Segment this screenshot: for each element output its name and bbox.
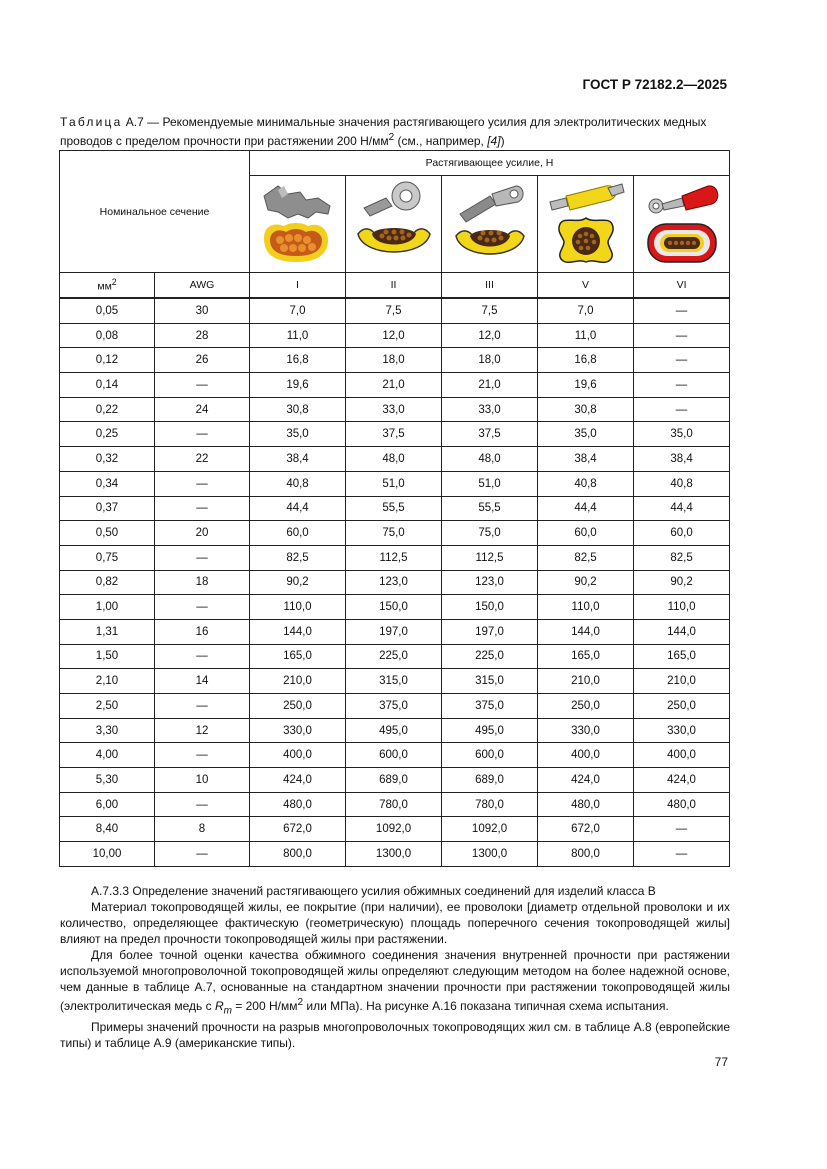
class-1-picture: [250, 176, 346, 273]
table-cell: —: [155, 595, 250, 620]
table-cell: 51,0: [346, 471, 442, 496]
column-class-6: VI: [634, 273, 730, 299]
table-cell: 38,4: [538, 447, 634, 472]
table-row: [60, 644, 730, 669]
table-cell: 210,0: [634, 669, 730, 694]
table-cell: 689,0: [346, 768, 442, 793]
table-cell: 11,0: [250, 323, 346, 348]
table-cell: 82,5: [634, 545, 730, 570]
table-cell: 123,0: [346, 570, 442, 595]
section-heading: А.7.3.3 Определение значений растягивающего усилия обжимных соединений для изделий класса В: [91, 884, 656, 898]
table-row: [60, 447, 730, 472]
table-cell: —: [155, 496, 250, 521]
table-cell: 51,0: [442, 471, 538, 496]
table-row: [60, 397, 730, 422]
table-cell: 600,0: [442, 743, 538, 768]
table-cell: —: [155, 644, 250, 669]
tensile-force-header: Растягивающее усилие, Н: [250, 151, 730, 176]
table-row: [60, 619, 730, 644]
table-cell: —: [155, 842, 250, 867]
table-cell: 0,82: [60, 570, 155, 595]
table-cell: 150,0: [442, 595, 538, 620]
table-cell: 495,0: [346, 718, 442, 743]
table-cell: 110,0: [634, 595, 730, 620]
table-cell: 75,0: [346, 521, 442, 546]
table-row: [60, 842, 730, 867]
table-cell: 21,0: [346, 373, 442, 398]
table-cell: 225,0: [346, 644, 442, 669]
table-cell: —: [155, 545, 250, 570]
table-cell: 55,5: [442, 496, 538, 521]
table-cell: 20: [155, 521, 250, 546]
column-class-2: II: [346, 273, 442, 299]
table-cell: 495,0: [442, 718, 538, 743]
table-cell: 197,0: [346, 619, 442, 644]
table-row: [60, 545, 730, 570]
table-cell: 144,0: [538, 619, 634, 644]
table-cell: 3,30: [60, 718, 155, 743]
table-cell: 150,0: [346, 595, 442, 620]
table-cell: 0,25: [60, 422, 155, 447]
caption-label: Таблица: [60, 115, 123, 129]
table-cell: 26: [155, 348, 250, 373]
table-cell: 375,0: [442, 694, 538, 719]
table-cell: 800,0: [538, 842, 634, 867]
table-row: [60, 768, 730, 793]
column-class-1: I: [250, 273, 346, 299]
table-cell: 780,0: [442, 792, 538, 817]
standard-number: ГОСТ Р 72182.2—2025: [582, 77, 727, 92]
table-body: [60, 298, 730, 866]
table-cell: 7,0: [538, 298, 634, 323]
table-cell: 12,0: [442, 323, 538, 348]
table-cell: 800,0: [250, 842, 346, 867]
table-row: [60, 298, 730, 323]
table-cell: 10,00: [60, 842, 155, 867]
table-cell: 672,0: [250, 817, 346, 842]
table-cell: 144,0: [250, 619, 346, 644]
table-cell: 1092,0: [346, 817, 442, 842]
table-row: [60, 373, 730, 398]
caption-tail: (см., например,: [394, 134, 488, 148]
table-cell: 330,0: [250, 718, 346, 743]
crimp-barrel-icon: [258, 178, 338, 270]
table-cell: —: [155, 373, 250, 398]
table-cell: —: [155, 792, 250, 817]
table-row: [60, 570, 730, 595]
table-cell: 400,0: [250, 743, 346, 768]
table-cell: 38,4: [634, 447, 730, 472]
table-cell: 24: [155, 397, 250, 422]
table-cell: 1,50: [60, 644, 155, 669]
table-cell: 0,37: [60, 496, 155, 521]
table-cell: 48,0: [442, 447, 538, 472]
table-cell: 35,0: [538, 422, 634, 447]
table-cell: 40,8: [634, 471, 730, 496]
table-cell: 35,0: [250, 422, 346, 447]
table-cell: 424,0: [634, 768, 730, 793]
butt-connector-icon: [546, 178, 626, 270]
table-cell: 38,4: [250, 447, 346, 472]
table-cell: 28: [155, 323, 250, 348]
table-cell: 689,0: [442, 768, 538, 793]
page-number: 77: [714, 1055, 728, 1069]
table-cell: 2,50: [60, 694, 155, 719]
table-cell: 250,0: [538, 694, 634, 719]
caption-sup: 2: [388, 132, 395, 143]
table-cell: 40,8: [250, 471, 346, 496]
table-cell: 112,5: [346, 545, 442, 570]
table-row: [60, 496, 730, 521]
table-cell: 330,0: [634, 718, 730, 743]
table-cell: 0,12: [60, 348, 155, 373]
table-cell: 18,0: [442, 348, 538, 373]
table-cell: 11,0: [538, 323, 634, 348]
table-cell: 4,00: [60, 743, 155, 768]
table-cell: 33,0: [442, 397, 538, 422]
table-cell: 672,0: [538, 817, 634, 842]
table-cell: 5,30: [60, 768, 155, 793]
table-cell: 165,0: [538, 644, 634, 669]
class-5-picture: [538, 176, 634, 273]
table-cell: —: [634, 397, 730, 422]
table-cell: 315,0: [346, 669, 442, 694]
table-cell: 315,0: [442, 669, 538, 694]
table-cell: 10: [155, 768, 250, 793]
table-cell: 75,0: [442, 521, 538, 546]
table-cell: 16,8: [538, 348, 634, 373]
table-cell: 2,10: [60, 669, 155, 694]
table-row: [60, 595, 730, 620]
paragraph-3: Примеры значений прочности на разрыв многопроволочных токопроводящих жил см. в таблице А.8 (европейские типы) и таблице А.9 (американские типы).: [60, 1020, 730, 1051]
table-row: [60, 817, 730, 842]
table-row: [60, 422, 730, 447]
table-cell: 33,0: [346, 397, 442, 422]
insulated-ring-terminal-icon: [642, 178, 722, 270]
column-class-5: V: [538, 273, 634, 299]
table-row: [60, 471, 730, 496]
table-cell: —: [634, 298, 730, 323]
table-cell: 18,0: [346, 348, 442, 373]
table-cell: 60,0: [538, 521, 634, 546]
table-cell: 12,0: [346, 323, 442, 348]
table-cell: 48,0: [346, 447, 442, 472]
tensile-force-table: [59, 150, 730, 867]
table-cell: 250,0: [250, 694, 346, 719]
table-cell: 90,2: [250, 570, 346, 595]
table-cell: 60,0: [634, 521, 730, 546]
table-cell: 7,0: [250, 298, 346, 323]
caption-reference: [4]: [487, 134, 501, 148]
table-cell: 1,31: [60, 619, 155, 644]
table-cell: 35,0: [634, 422, 730, 447]
table-cell: 1,00: [60, 595, 155, 620]
table-cell: 600,0: [346, 743, 442, 768]
table-cell: 225,0: [442, 644, 538, 669]
table-cell: 44,4: [250, 496, 346, 521]
column-mm2: $мм^2$: [60, 273, 155, 299]
table-cell: 1300,0: [346, 842, 442, 867]
table-cell: —: [634, 817, 730, 842]
caption-end: ): [500, 134, 505, 148]
table-cell: 123,0: [442, 570, 538, 595]
table-cell: 16,8: [250, 348, 346, 373]
table-row: [60, 521, 730, 546]
table-cell: 480,0: [634, 792, 730, 817]
table-cell: 0,08: [60, 323, 155, 348]
table-cell: 424,0: [538, 768, 634, 793]
table-cell: 82,5: [538, 545, 634, 570]
table-cell: 110,0: [538, 595, 634, 620]
table-cell: 37,5: [442, 422, 538, 447]
table-cell: 250,0: [634, 694, 730, 719]
table-cell: 40,8: [538, 471, 634, 496]
table-cell: 55,5: [346, 496, 442, 521]
table-cell: 30,8: [538, 397, 634, 422]
table-cell: 7,5: [346, 298, 442, 323]
table-cell: 60,0: [250, 521, 346, 546]
table-cell: 6,00: [60, 792, 155, 817]
table-cell: —: [634, 323, 730, 348]
class-2-picture: [346, 176, 442, 273]
table-cell: 12: [155, 718, 250, 743]
table-cell: 0,32: [60, 447, 155, 472]
table-cell: 210,0: [538, 669, 634, 694]
table-cell: —: [155, 471, 250, 496]
table-caption: [60, 115, 730, 149]
class-3-picture: [442, 176, 538, 273]
table-cell: 30: [155, 298, 250, 323]
table-cell: —: [634, 842, 730, 867]
table-cell: 480,0: [538, 792, 634, 817]
table-cell: 197,0: [442, 619, 538, 644]
table-cell: 210,0: [250, 669, 346, 694]
table-cell: 0,34: [60, 471, 155, 496]
table-cell: 0,22: [60, 397, 155, 422]
table-cell: 44,4: [538, 496, 634, 521]
table-row: [60, 743, 730, 768]
table-cell: 110,0: [250, 595, 346, 620]
body-text: [60, 883, 730, 1051]
nominal-section-header: Номинальное сечение: [60, 151, 250, 273]
paragraph-1: Материал токопроводящей жилы, ее покрытие (при наличии), ее проволоки [диаметр отдельной проволоки и их количество, определяющее фактическую (геометрическую) площадь поперечного сечения токопроводящей жилы] влияют на предел прочности токопроводящей жилы при растяжении.: [60, 900, 730, 946]
table-cell: 14: [155, 669, 250, 694]
table-cell: 1092,0: [442, 817, 538, 842]
table-cell: 82,5: [250, 545, 346, 570]
table-cell: 0,50: [60, 521, 155, 546]
table-cell: 400,0: [538, 743, 634, 768]
table-cell: 21,0: [442, 373, 538, 398]
paragraph-2: Для более точной оценки качества обжимного соединения значения внутренней прочности при растяжении используемой многопроволочной токопроводящей жилы определяют следующим методом на более надежной основе, чем данные в таблице А.7, основанные на стандартном значении прочности при растяжении токопроводящей жилы (электролитическая медь с $R_m = 200$ $Н/мм^2$ или МПа). На рисунке А.16 показана типичная схема испытания.: [60, 948, 730, 1017]
table-cell: 8: [155, 817, 250, 842]
table-row: [60, 323, 730, 348]
table-cell: 1300,0: [442, 842, 538, 867]
table-cell: 165,0: [250, 644, 346, 669]
table-cell: 165,0: [634, 644, 730, 669]
table-cell: 18: [155, 570, 250, 595]
tube-lug-icon: [450, 178, 530, 270]
table-cell: 7,5: [442, 298, 538, 323]
table-cell: —: [634, 348, 730, 373]
table-cell: 16: [155, 619, 250, 644]
column-class-3: III: [442, 273, 538, 299]
table-cell: 0,05: [60, 298, 155, 323]
table-cell: 330,0: [538, 718, 634, 743]
table-cell: 480,0: [250, 792, 346, 817]
table-cell: 22: [155, 447, 250, 472]
table-cell: —: [155, 422, 250, 447]
table-cell: 30,8: [250, 397, 346, 422]
table-cell: 44,4: [634, 496, 730, 521]
table-cell: 19,6: [250, 373, 346, 398]
table-cell: 400,0: [634, 743, 730, 768]
table-row: [60, 694, 730, 719]
table-cell: 0,75: [60, 545, 155, 570]
table-row: [60, 669, 730, 694]
table-row: [60, 792, 730, 817]
table-cell: 112,5: [442, 545, 538, 570]
table-row: [60, 348, 730, 373]
table-cell: 37,5: [346, 422, 442, 447]
column-awg: AWG: [155, 273, 250, 299]
table-cell: 144,0: [634, 619, 730, 644]
table-cell: 90,2: [634, 570, 730, 595]
table-cell: 780,0: [346, 792, 442, 817]
table-cell: —: [634, 373, 730, 398]
table-cell: 0,14: [60, 373, 155, 398]
caption-text: А.7 — Рекомендуемые минимальные значения растягивающего усилия для электролитических медных проводов с пределом прочности при растяжении 200 Н/мм: [60, 115, 707, 148]
table-cell: 375,0: [346, 694, 442, 719]
ring-terminal-icon: [354, 178, 434, 270]
table-cell: 19,6: [538, 373, 634, 398]
table-cell: 424,0: [250, 768, 346, 793]
table-cell: —: [155, 743, 250, 768]
class-6-picture: [634, 176, 730, 273]
table-row: [60, 718, 730, 743]
table-cell: 8,40: [60, 817, 155, 842]
table-cell: —: [155, 694, 250, 719]
table-cell: 90,2: [538, 570, 634, 595]
